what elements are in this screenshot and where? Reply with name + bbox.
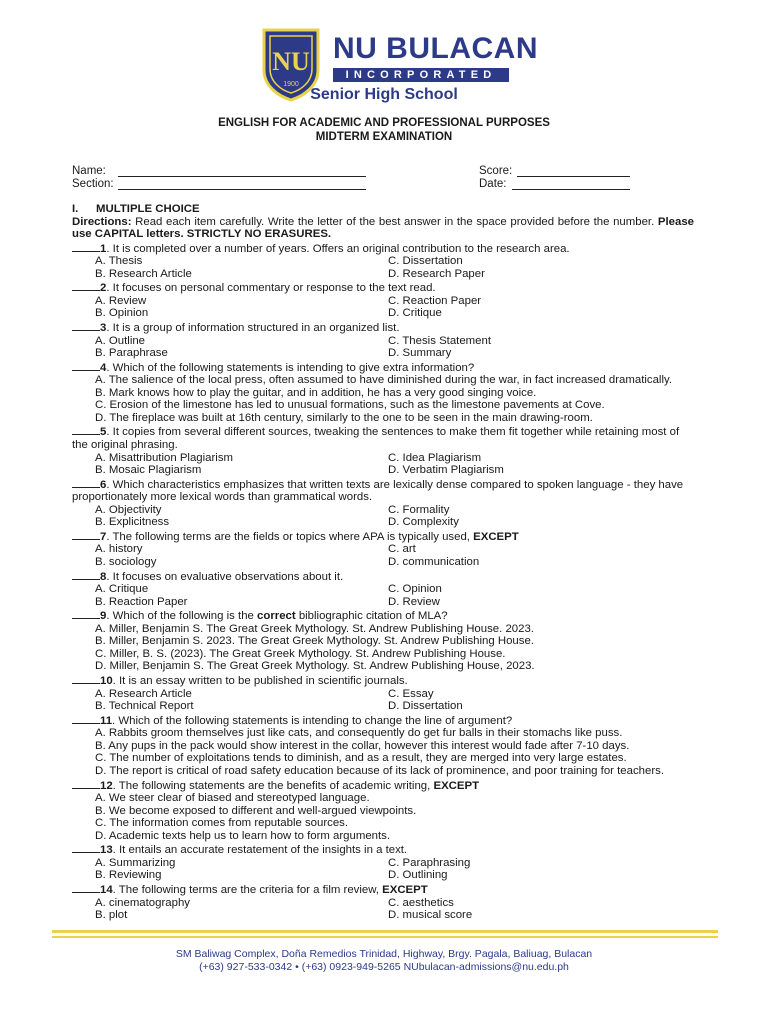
emblem-year: 1900 bbox=[283, 81, 299, 88]
option-choice: A. Miller, Benjamin S. The Great Greek Mythology. St. Andrew Publishing House. 2023. bbox=[95, 622, 534, 635]
school-name: Senior High School bbox=[310, 86, 458, 103]
question-list bbox=[72, 241, 694, 922]
question-number: 10 bbox=[100, 675, 113, 688]
brand-sub: INCORPORATED bbox=[333, 68, 509, 82]
option-choice: A. Rabbits groom themselves just like cats, and consequently do get fur balls in their stomachs like puss. bbox=[95, 727, 623, 740]
section-numeral: I. bbox=[72, 203, 79, 215]
question-5 bbox=[72, 424, 694, 451]
emblem-letters: NU bbox=[272, 47, 310, 76]
question-emphasis: EXCEPT bbox=[473, 530, 519, 543]
question-12 bbox=[72, 778, 694, 793]
option-choice: B. Explicitness bbox=[95, 516, 170, 529]
option-row bbox=[72, 583, 694, 596]
answer-blank[interactable] bbox=[72, 360, 100, 371]
question-emphasis: EXCEPT bbox=[382, 883, 428, 896]
answer-blank[interactable] bbox=[72, 477, 100, 488]
answer-blank[interactable] bbox=[72, 882, 100, 893]
question-13 bbox=[72, 842, 694, 857]
question-text: . It copies from several different sources, tweaking the sentences to make them fit together while retaining most of the original phrasing. bbox=[72, 426, 680, 452]
option-choice: D. Critique bbox=[388, 307, 442, 320]
option-choice: D. musical score bbox=[388, 909, 473, 922]
question-6 bbox=[72, 477, 694, 504]
question-number: 7 bbox=[100, 530, 107, 543]
option-choice: A. history bbox=[95, 543, 143, 556]
option-row bbox=[72, 268, 694, 281]
option-row bbox=[72, 504, 694, 517]
option-choice: B. Reviewing bbox=[95, 869, 162, 882]
option-choice: C. art bbox=[388, 543, 416, 556]
option-choice: C. Opinion bbox=[388, 583, 442, 596]
option-choice: A. Objectivity bbox=[95, 503, 162, 516]
question-number: 1 bbox=[100, 242, 107, 255]
option-choice: A. Misattribution Plagiarism bbox=[95, 451, 234, 464]
option-choice: D. Research Paper bbox=[388, 267, 485, 280]
option-choice: D. Miller, Benjamin S. The Great Greek Mythology. St. Andrew Publishing House, 2023. bbox=[95, 660, 535, 673]
question-number: 4 bbox=[100, 361, 107, 374]
option-choice: C. Essay bbox=[388, 687, 434, 700]
brand-name: NU BULACAN bbox=[333, 32, 538, 65]
option-choice: C. The information comes from reputable sources. bbox=[95, 817, 349, 830]
answer-blank[interactable] bbox=[72, 529, 100, 540]
question-text: . Which of the following is the bbox=[106, 610, 258, 623]
option-choice: D. Verbatim Plagiarism bbox=[388, 464, 504, 477]
option-choice: B. Any pups in the pack would show interest in the collar, however this interest would fade after 7-10 days. bbox=[95, 739, 630, 752]
question-1 bbox=[72, 241, 694, 256]
question-11 bbox=[72, 713, 694, 728]
option-choice: A. Critique bbox=[95, 583, 149, 596]
option-row bbox=[72, 347, 694, 360]
date-line bbox=[512, 189, 630, 190]
question-text: . It entails an accurate restatement of the insights in a text. bbox=[112, 844, 408, 857]
answer-blank[interactable] bbox=[72, 241, 100, 252]
option-row bbox=[72, 307, 694, 320]
footer-address: SM Baliwag Complex, Doña Remedios Trinidad, Highway, Brgy. Pagala, Baliuag, Bulacan bbox=[175, 948, 593, 960]
option-row bbox=[72, 295, 694, 308]
question-text: . It is a group of information structured in an organized list. bbox=[106, 322, 400, 334]
question-4 bbox=[72, 360, 694, 375]
option-row bbox=[72, 464, 694, 477]
option-choice: C. Thesis Statement bbox=[388, 334, 491, 347]
option-row bbox=[72, 909, 694, 922]
question-number: 11 bbox=[100, 714, 113, 727]
option-choice: D. The report is critical of road safety education because of its lack of prominence, and poor training for teachers. bbox=[95, 764, 664, 777]
exam-title: MIDTERM EXAMINATION bbox=[315, 131, 453, 143]
option-row bbox=[72, 897, 694, 910]
option-row bbox=[72, 516, 694, 529]
letterhead bbox=[0, 18, 768, 118]
option-choice: B. Paraphrase bbox=[95, 347, 168, 360]
option-choice: D. Academic texts help us to learn how to form arguments. bbox=[95, 829, 391, 842]
question-2 bbox=[72, 280, 694, 295]
answer-blank[interactable] bbox=[72, 842, 100, 853]
option-choice: D. Complexity bbox=[388, 516, 459, 529]
section-line bbox=[118, 189, 366, 190]
question-number: 2 bbox=[100, 282, 107, 295]
option-row bbox=[72, 255, 694, 268]
option-choice: B. Mosaic Plagiarism bbox=[95, 464, 202, 477]
question-number: 6 bbox=[100, 478, 107, 491]
directions-bold: Please use CAPITAL letters. STRICTLY NO ERASURES. bbox=[72, 215, 694, 241]
option-row bbox=[72, 857, 694, 870]
option-choice: C. Idea Plagiarism bbox=[388, 451, 482, 464]
question-emphasis: EXCEPT bbox=[433, 779, 480, 792]
question-3 bbox=[72, 320, 694, 335]
option-row bbox=[72, 688, 694, 701]
question-number: 14 bbox=[100, 883, 113, 896]
option-row bbox=[72, 543, 694, 556]
question-emphasis: correct bbox=[257, 610, 296, 623]
question-8 bbox=[72, 569, 694, 584]
question-7 bbox=[72, 529, 694, 544]
option-choice: B. sociology bbox=[95, 556, 157, 569]
option-choice: B. plot bbox=[95, 909, 128, 922]
option-row bbox=[72, 700, 694, 713]
question-number: 13 bbox=[100, 844, 113, 857]
question-text: . It is completed over a number of years. Offers an original contribution to the research area. bbox=[106, 242, 570, 255]
question-text: . The following terms are the fields or topics where APA is typically used, bbox=[106, 530, 474, 543]
option-choice: C. Reaction Paper bbox=[388, 294, 482, 307]
question-text: . It focuses on evaluative observations about it. bbox=[106, 570, 344, 583]
option-row bbox=[72, 596, 694, 609]
option-choice: B. Technical Report bbox=[95, 700, 194, 713]
option-choice: B. Mark knows how to play the guitar, and in addition, he has a very good singing voice. bbox=[95, 386, 537, 399]
question-text: . It focuses on personal commentary or response to the text read. bbox=[106, 282, 436, 295]
student-info-fields bbox=[72, 165, 702, 191]
footer-rule bbox=[52, 930, 718, 933]
score-line bbox=[517, 176, 630, 177]
question-text: . The following statements are the benefits of academic writing, bbox=[112, 779, 434, 792]
option-choice: D. Review bbox=[388, 595, 440, 608]
exam-content bbox=[72, 203, 694, 922]
question-10 bbox=[72, 673, 694, 688]
option-choice: C. aesthetics bbox=[388, 896, 454, 909]
answer-blank[interactable] bbox=[72, 778, 100, 789]
option-choice: B. Miller, Benjamin S. 2023. The Great Greek Mythology. St. Andrew Publishing House. bbox=[95, 635, 534, 648]
question-9 bbox=[72, 608, 694, 623]
answer-blank[interactable] bbox=[72, 280, 100, 291]
question-number: 5 bbox=[100, 426, 107, 439]
answer-blank[interactable] bbox=[72, 320, 100, 331]
option-choice: C. The number of exploitations tends to diminish, and as a result, they are merged into very large estates. bbox=[95, 752, 627, 765]
subject-title: ENGLISH FOR ACADEMIC AND PROFESSIONAL PURPOSES bbox=[218, 117, 550, 129]
date-label: Date: bbox=[479, 178, 507, 190]
answer-blank[interactable] bbox=[72, 608, 100, 619]
question-text: . Which of the following statements is intending to change the line of argument? bbox=[112, 714, 513, 727]
option-choice: D. Outlining bbox=[388, 869, 448, 882]
answer-blank[interactable] bbox=[72, 424, 100, 435]
question-number: 3 bbox=[100, 322, 107, 334]
name-label: Name: bbox=[72, 165, 106, 177]
question-text-after: bibliographic citation of MLA? bbox=[295, 610, 448, 623]
footer-rule-thin bbox=[52, 936, 718, 938]
option-choice: B. Opinion bbox=[95, 307, 149, 320]
option-choice: B. Reaction Paper bbox=[95, 595, 188, 608]
section-title bbox=[72, 203, 694, 216]
option-choice: D. Dissertation bbox=[388, 700, 463, 713]
option-choice: C. Formality bbox=[388, 503, 450, 516]
answer-blank[interactable] bbox=[72, 673, 100, 684]
option-row bbox=[72, 556, 694, 569]
option-choice: C. Erosion of the limestone has led to unusual formations, such as the limestone pavements at Cove. bbox=[95, 399, 605, 412]
option-choice: A. Outline bbox=[95, 334, 146, 347]
question-14 bbox=[72, 882, 694, 897]
name-line bbox=[118, 176, 366, 177]
option-choice: A. Thesis bbox=[95, 255, 143, 268]
option-choice: A. Summarizing bbox=[95, 856, 176, 869]
directions bbox=[72, 216, 694, 241]
option-row bbox=[72, 335, 694, 348]
option-choice: C. Paraphrasing bbox=[388, 856, 471, 869]
section-label: Section: bbox=[72, 178, 114, 190]
option-row bbox=[72, 869, 694, 882]
option-choice: B. Research Article bbox=[95, 267, 192, 280]
question-text: . The following terms are the criteria for a film review, bbox=[112, 883, 383, 896]
score-label: Score: bbox=[479, 165, 513, 177]
question-text: . It is an essay written to be published in scientific journals. bbox=[112, 675, 408, 688]
question-text: . Which of the following statements is intending to give extra information? bbox=[106, 361, 475, 374]
question-number: 9 bbox=[100, 610, 107, 623]
directions-text: Read each item carefully. Write the letter of the best answer in the space provided before the number. bbox=[131, 215, 658, 228]
option-choice: D. communication bbox=[388, 556, 480, 569]
option-choice: A. Research Article bbox=[95, 687, 192, 700]
question-number: 12 bbox=[100, 779, 113, 792]
option-choice: C. Miller, B. S. (2023). The Great Greek Mythology. St. Andrew Publishing House. bbox=[95, 647, 506, 660]
option-choice: D. Summary bbox=[388, 347, 452, 360]
question-number: 8 bbox=[100, 570, 107, 583]
option-choice: D. The fireplace was built at 16th century, similarly to the one to be seen in the main drawing-room. bbox=[95, 411, 593, 424]
section-title-text: MULTIPLE CHOICE bbox=[96, 203, 200, 215]
option-choice: A. We steer clear of biased and stereotyped language. bbox=[95, 792, 370, 805]
question-text: . Which characteristics emphasizes that written texts are lexically dense compared to spoken language - they have proportionately more lexical words than grammatical words. bbox=[72, 478, 684, 504]
option-choice: A. The salience of the local press, often assumed to have diminished during the war, in fact increased dramatically. bbox=[95, 374, 673, 387]
footer-contacts: (+63) 927-533-0342 • (+63) 0923-949-5265 NUbulacan-admissions@nu.edu.ph bbox=[199, 961, 569, 973]
directions-label: Directions: bbox=[72, 215, 132, 228]
option-choice: A. Review bbox=[95, 294, 147, 307]
answer-blank[interactable] bbox=[72, 713, 100, 724]
answer-blank[interactable] bbox=[72, 569, 100, 580]
option-choice: B. We become exposed to different and well-argued viewpoints. bbox=[95, 804, 417, 817]
option-choice: A. cinematography bbox=[95, 896, 190, 909]
option-row bbox=[72, 452, 694, 465]
option-choice: C. Dissertation bbox=[388, 255, 463, 268]
